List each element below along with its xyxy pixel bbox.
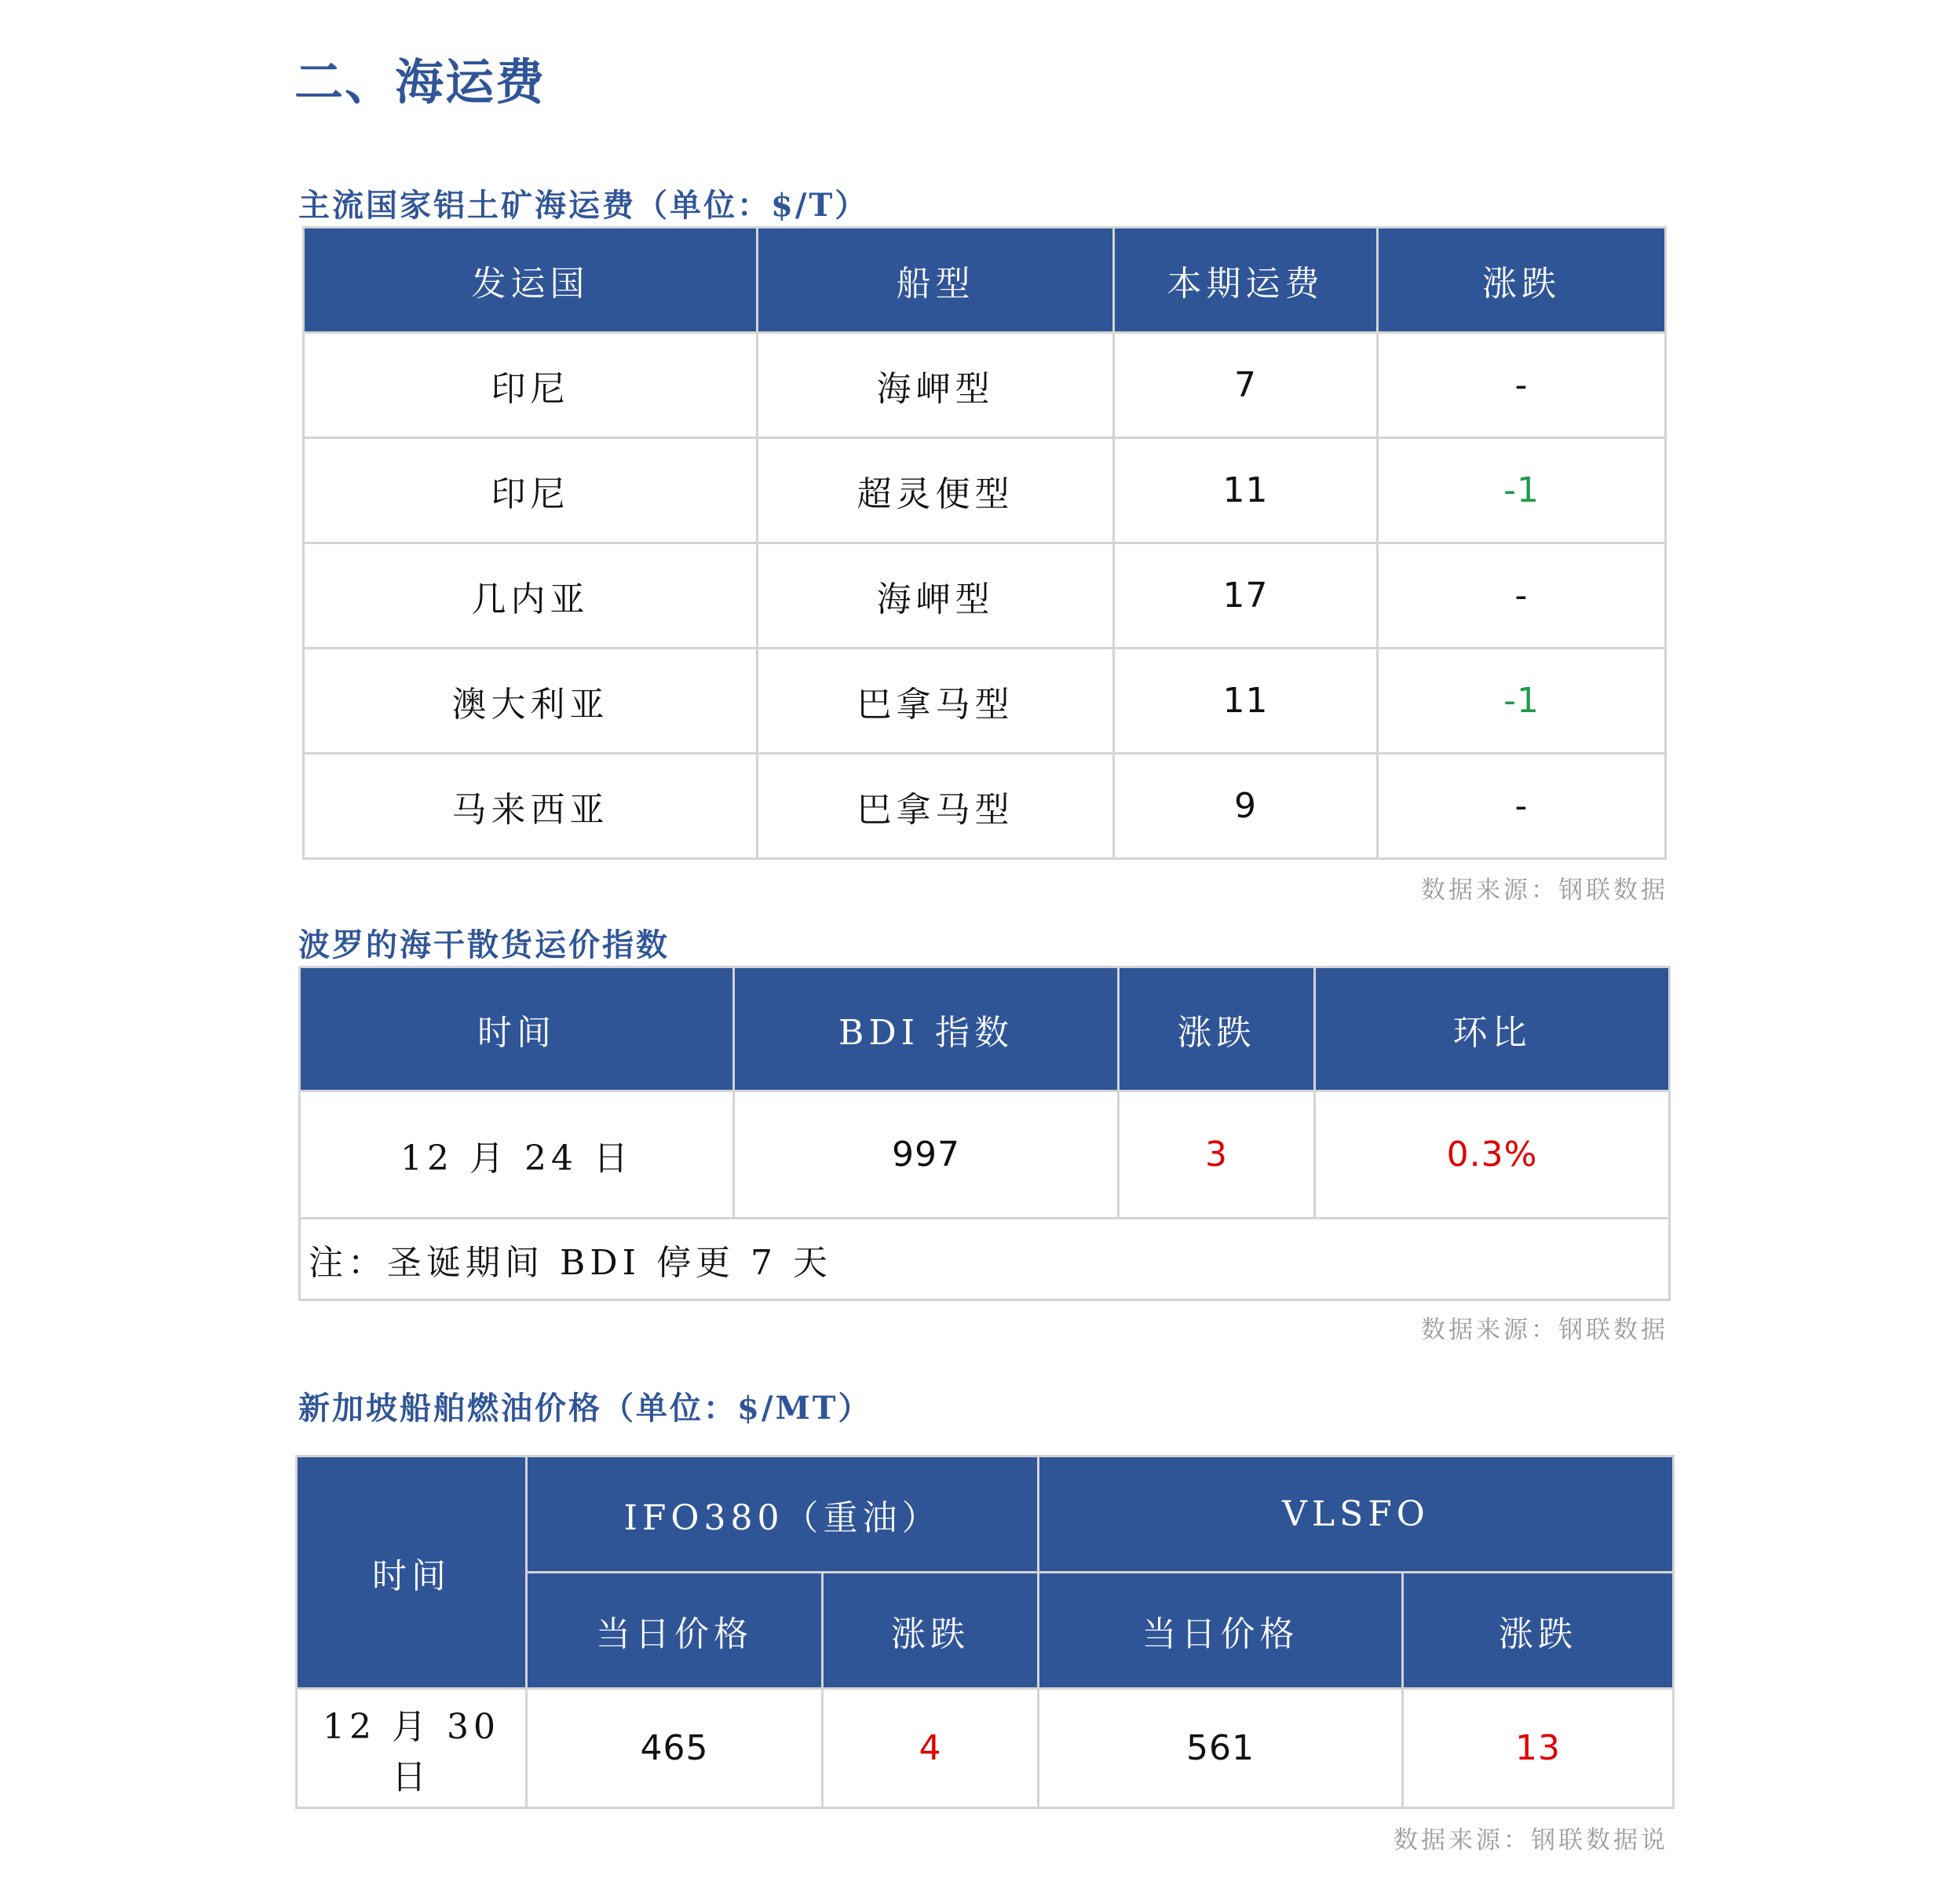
cell-ship-type: 巴拿马型 <box>758 649 1114 754</box>
bdi-table <box>298 966 1671 1301</box>
cell-ship-type: 巴拿马型 <box>758 754 1114 859</box>
cell-date: 12 月 24 日 <box>300 1091 734 1219</box>
cell-country: 澳大利亚 <box>304 649 758 754</box>
cell-ifo-change: 4 <box>823 1689 1039 1808</box>
cell-ship-type: 海岬型 <box>758 543 1114 649</box>
cell-ifo-price: 465 <box>527 1689 823 1808</box>
cell-ship-type: 海岬型 <box>758 333 1114 438</box>
bunker-header-row <box>297 1456 1674 1573</box>
cell-change: -1 <box>1378 649 1666 754</box>
cell-ratio: 0.3% <box>1315 1091 1670 1219</box>
freight-table <box>302 226 1667 860</box>
header-vlsfo-price: 当日价格 <box>1039 1573 1403 1689</box>
header-ship-type: 船型 <box>758 228 1114 333</box>
cell-country: 印尼 <box>304 438 758 543</box>
section-title: 二、海运费 <box>294 53 546 111</box>
cell-change: 3 <box>1119 1091 1315 1219</box>
header-ifo380: IFO380（重油） <box>527 1456 1039 1573</box>
cell-date: 12 月 30 日 <box>297 1689 527 1808</box>
cell-vlsfo-change: 13 <box>1403 1689 1674 1808</box>
bdi-table-title: 波罗的海干散货运价指数 <box>298 926 670 963</box>
header-ifo-price: 当日价格 <box>527 1573 823 1689</box>
header-ratio: 环比 <box>1315 967 1670 1091</box>
bunker-table <box>295 1455 1675 1809</box>
header-fee: 本期运费 <box>1114 228 1378 333</box>
table-row <box>297 1689 1674 1808</box>
bunker-source: 数据来源：钢联数据说 <box>1394 1826 1668 1855</box>
header-ifo-change: 涨跌 <box>823 1573 1039 1689</box>
cell-country: 印尼 <box>304 333 758 438</box>
cell-change: - <box>1378 754 1666 859</box>
table-row <box>304 754 1666 859</box>
header-bdi: BDI 指数 <box>734 967 1119 1091</box>
freight-table-title: 主流国家铝土矿海运费（单位：$/T） <box>298 187 869 224</box>
header-time: 时间 <box>297 1456 527 1689</box>
header-country: 发运国 <box>304 228 758 333</box>
table-row <box>304 333 1666 438</box>
note-row <box>300 1219 1670 1300</box>
table-row <box>304 543 1666 649</box>
freight-source: 数据来源：钢联数据 <box>1421 876 1668 904</box>
header-change: 涨跌 <box>1119 967 1315 1091</box>
cell-bdi-value: 997 <box>734 1091 1119 1219</box>
cell-fee: 9 <box>1114 754 1378 859</box>
cell-change: -1 <box>1378 438 1666 543</box>
cell-vlsfo-price: 561 <box>1039 1689 1403 1808</box>
cell-fee: 11 <box>1114 649 1378 754</box>
cell-fee: 7 <box>1114 333 1378 438</box>
cell-fee: 11 <box>1114 438 1378 543</box>
freight-header-row <box>304 228 1666 333</box>
bdi-source: 数据来源：钢联数据 <box>1421 1316 1668 1344</box>
cell-country: 几内亚 <box>304 543 758 649</box>
cell-ship-type: 超灵便型 <box>758 438 1114 543</box>
bdi-note: 注：圣诞期间 BDI 停更 7 天 <box>300 1219 1670 1300</box>
bunker-table-title: 新加坡船舶燃油价格（单位：$/MT） <box>298 1390 872 1427</box>
table-row <box>304 649 1666 754</box>
table-row <box>304 438 1666 543</box>
table-row <box>300 1091 1670 1219</box>
header-change: 涨跌 <box>1378 228 1666 333</box>
cell-change: - <box>1378 543 1666 649</box>
cell-fee: 17 <box>1114 543 1378 649</box>
header-time: 时间 <box>300 967 734 1091</box>
header-vlsfo: VLSFO <box>1039 1456 1674 1573</box>
bdi-header-row <box>300 967 1670 1091</box>
header-vlsfo-change: 涨跌 <box>1403 1573 1674 1689</box>
cell-change: - <box>1378 333 1666 438</box>
cell-country: 马来西亚 <box>304 754 758 859</box>
